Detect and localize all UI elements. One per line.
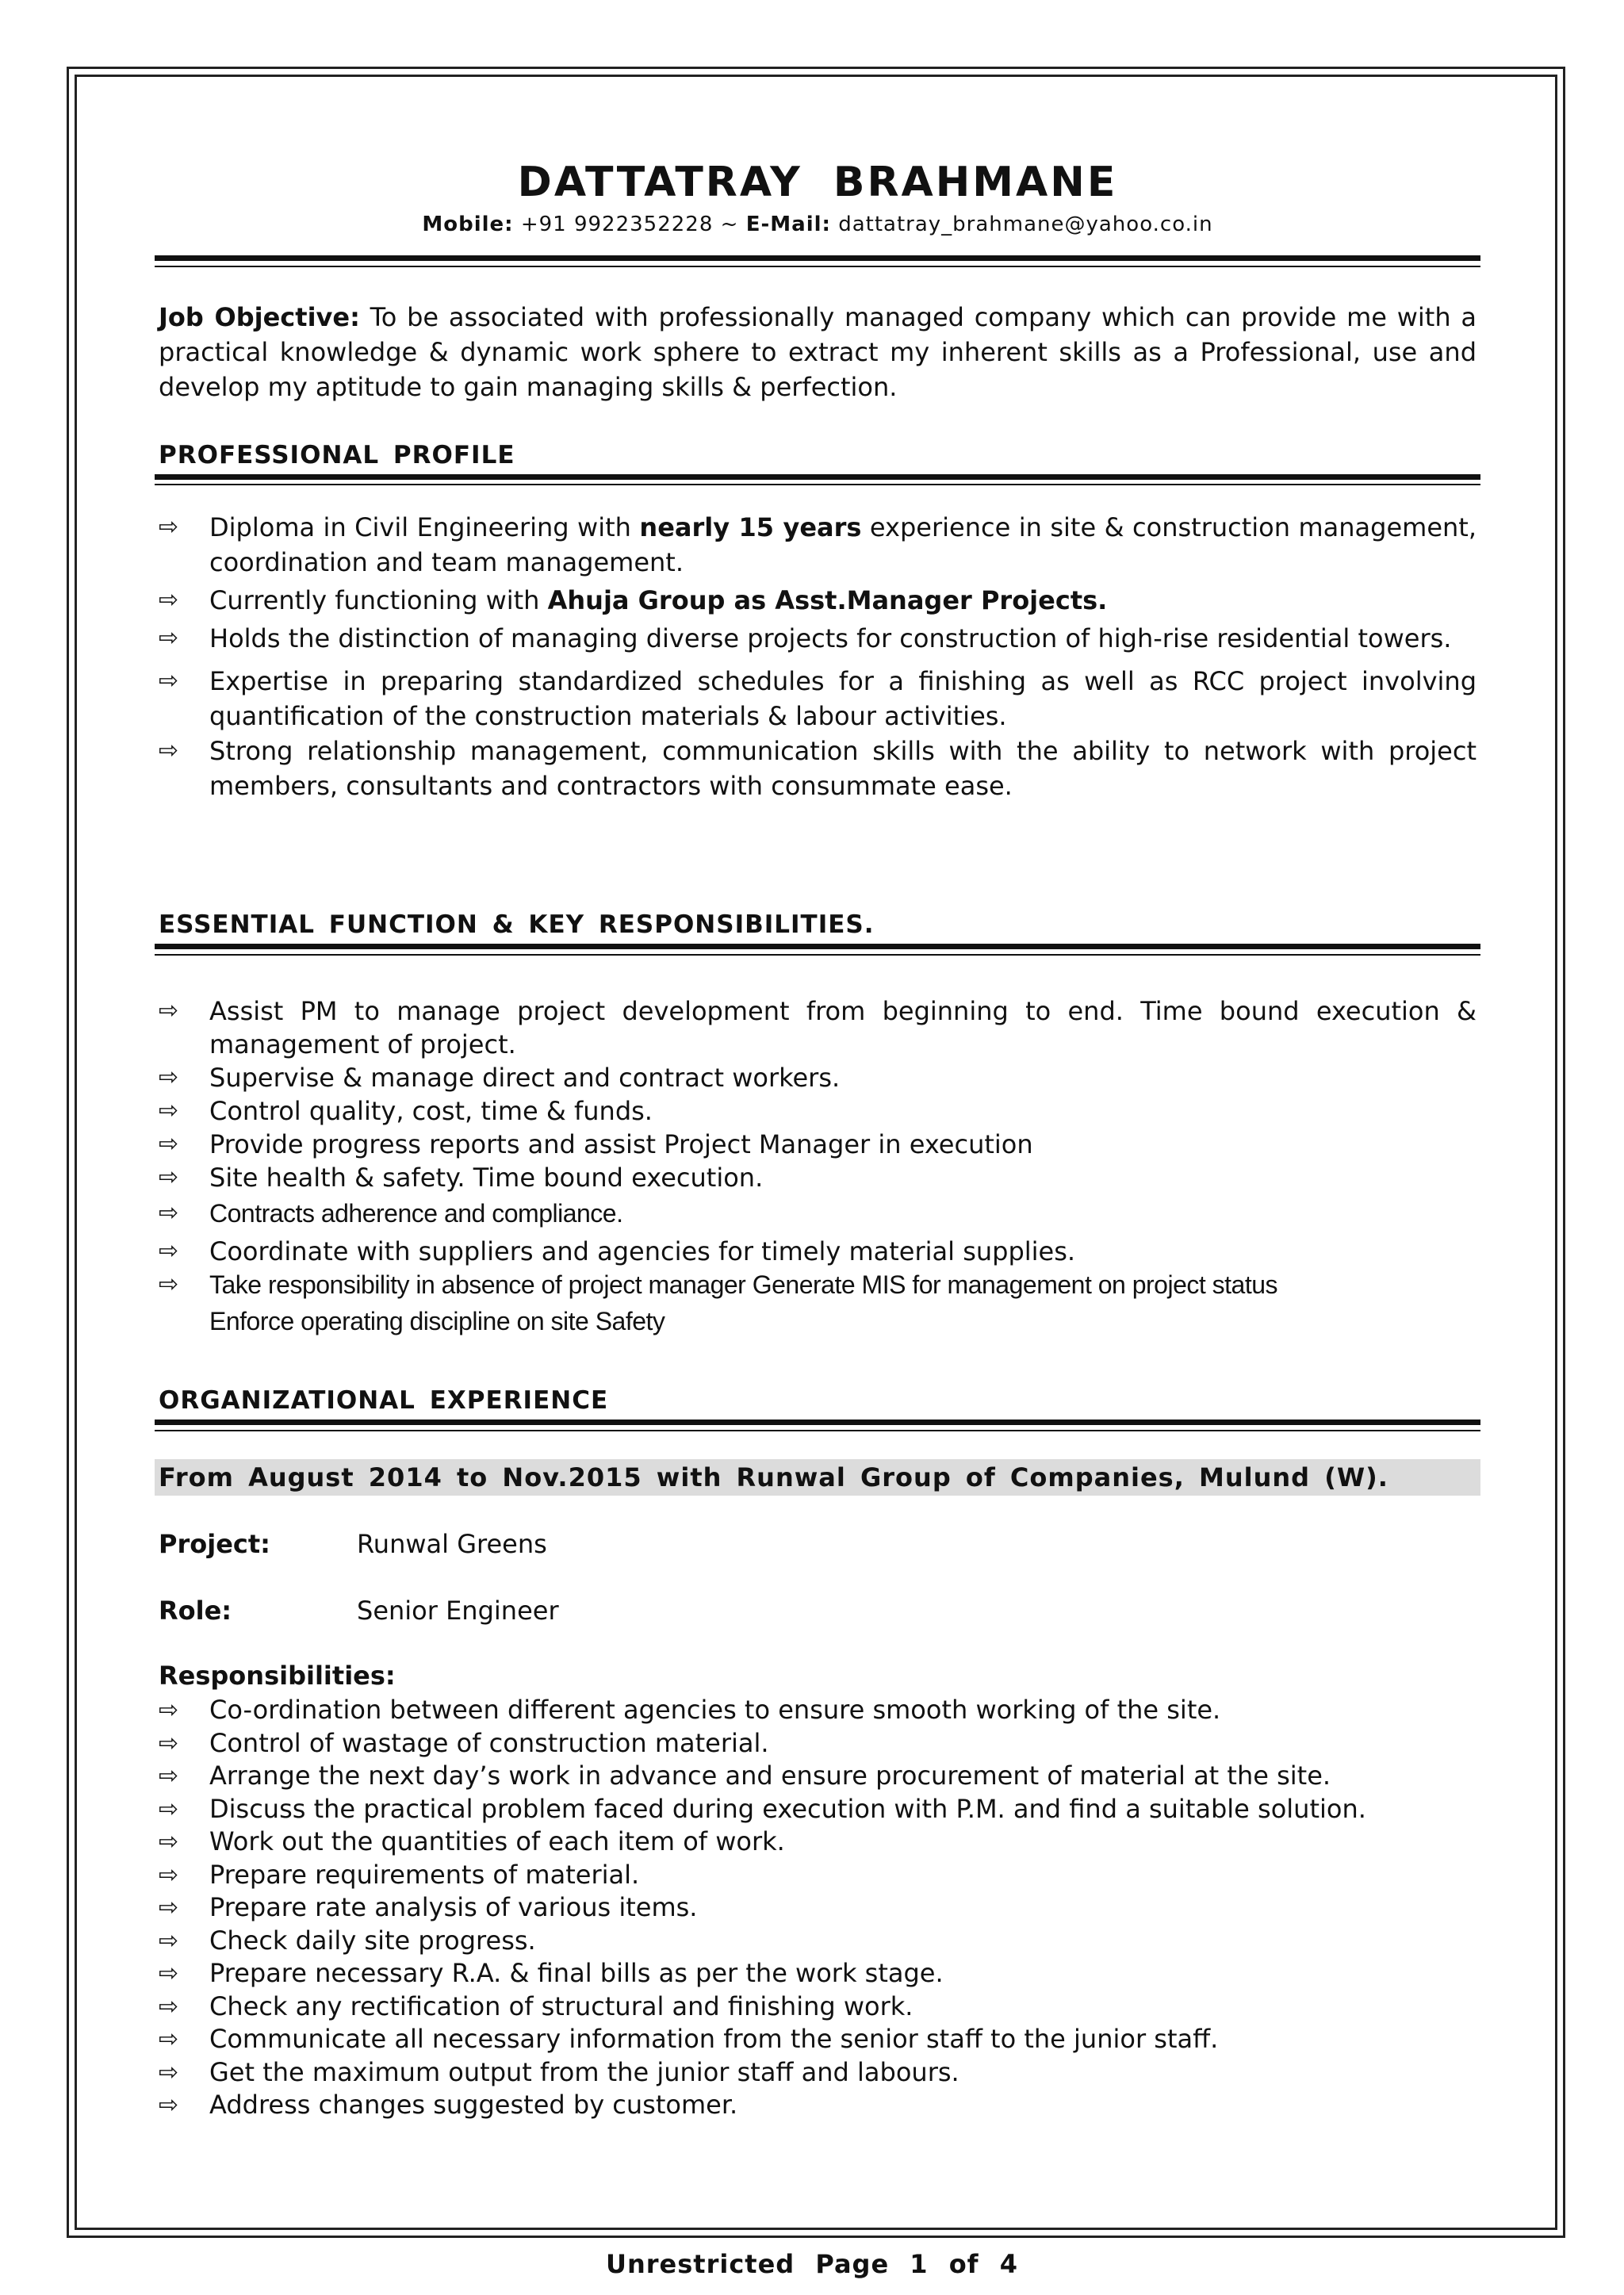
- objective-text: To be associated with professionally managed company which can provide me with a practical knowledge & dynamic work sphere to extract my inherent skills as a Professional, use and develop my aptitude to gain managing skills & perfection.: [159, 302, 1477, 402]
- responsibilities-list-cont2: [159, 1234, 1477, 1269]
- header-rule-thick: [155, 255, 1480, 261]
- arrow-bullet-icon: ⇨: [159, 1729, 179, 1757]
- list-item: ⇨ Prepare requirements of material.: [159, 1859, 1477, 1892]
- arrow-bullet-icon: ⇨: [159, 1860, 179, 1889]
- list-item: ⇨ Holds the distinction of managing diverse projects for construction of high-rise residential towers.: [159, 621, 1477, 656]
- list-item: ⇨ Prepare necessary R.A. & final bills as per the work stage.: [159, 1957, 1477, 1990]
- arrow-bullet-icon: ⇨: [159, 624, 179, 652]
- arrow-bullet-icon: ⇨: [159, 667, 179, 695]
- arrow-bullet-icon: ⇨: [159, 1992, 179, 2021]
- arrow-bullet-icon: ⇨: [159, 1926, 179, 1955]
- list-item: ⇨ Take responsibility in absence of project manager Generate MIS for management on project status Enforce operating discipline on site Safety: [159, 1266, 1477, 1339]
- role-label: Role:: [159, 1596, 232, 1626]
- list-item: ⇨ Diploma in Civil Engineering with nearly 15 years experience in site & construction management, coordination and team management.: [159, 510, 1477, 580]
- page-footer: Unrestricted Page 1 of 4: [605, 2249, 1018, 2279]
- arrow-bullet-icon: ⇨: [159, 513, 179, 541]
- list-item: ⇨ Supervise & manage direct and contract workers.: [159, 1063, 841, 1093]
- project-value: Runwal Greens: [357, 1529, 547, 1559]
- profile-list: [159, 510, 1477, 803]
- section-rule-thick: [155, 944, 1480, 949]
- list-item: ⇨ Address changes suggested by customer.: [159, 2089, 1477, 2122]
- section-rule-thin: [155, 954, 1480, 956]
- arrow-bullet-icon: ⇨: [159, 1130, 179, 1158]
- list-item: ⇨ Arrange the next day’s work in advance and ensure procurement of material at the site.: [159, 1760, 1477, 1793]
- list-item: ⇨ Check any rectification of structural and finishing work.: [159, 1990, 1477, 2024]
- section-heading-responsibilities: ESSENTIAL FUNCTION & KEY RESPONSIBILITIES.: [159, 910, 875, 939]
- list-item: ⇨ Check daily site progress.: [159, 1925, 1477, 1958]
- list-item: ⇨ Expertise in preparing standardized schedules for a finishing as well as RCC project involving quantification of the construction materials & labour activities.: [159, 664, 1477, 734]
- responsibilities-list-cont3: [159, 1266, 1477, 1339]
- list-item: ⇨ Work out the quantities of each item of work.: [159, 1826, 1477, 1859]
- section-rule-thick: [155, 474, 1480, 480]
- email-label: E-Mail:: [745, 213, 831, 236]
- mobile-value: +91 9922352228: [520, 213, 714, 236]
- arrow-bullet-icon: ⇨: [159, 1828, 179, 1856]
- contact-separator: ~: [720, 213, 739, 236]
- list-item: ⇨ Communicate all necessary information from the senior staff to the junior staff.: [159, 2023, 1477, 2056]
- arrow-bullet-icon: ⇨: [159, 1762, 179, 1790]
- arrow-bullet-icon: ⇨: [159, 737, 179, 764]
- mobile-label: Mobile:: [422, 213, 514, 236]
- responsibilities-list: [159, 994, 1477, 1194]
- arrow-bullet-icon: ⇨: [159, 1696, 179, 1724]
- arrow-bullet-icon: ⇨: [159, 2025, 179, 2053]
- responsibilities-list-cont: [159, 1196, 1477, 1231]
- arrow-bullet-icon: ⇨: [159, 2091, 179, 2119]
- arrow-bullet-icon: ⇨: [159, 1271, 178, 1297]
- list-item: ⇨ Prepare rate analysis of various items.: [159, 1891, 1477, 1925]
- arrow-bullet-icon: ⇨: [159, 2058, 179, 2086]
- section-rule-thick: [155, 1420, 1480, 1425]
- arrow-bullet-icon: ⇨: [159, 1200, 178, 1226]
- objective-label: Job Objective:: [159, 302, 360, 332]
- responsibilities-label: Responsibilities:: [159, 1661, 396, 1691]
- arrow-bullet-icon: ⇨: [159, 1960, 179, 1987]
- section-heading-profile: PROFESSIONAL PROFILE: [159, 441, 515, 469]
- section-rule-thin: [155, 1430, 1480, 1431]
- list-item: ⇨ Assist PM to manage project development from beginning to end. Time bound execution & management of project.: [159, 996, 1477, 1059]
- list-item: ⇨ Control of wastage of construction material.: [159, 1727, 1477, 1761]
- section-heading-experience: ORGANIZATIONAL EXPERIENCE: [159, 1386, 609, 1415]
- arrow-bullet-icon: ⇨: [159, 586, 179, 614]
- list-item: ⇨ Site health & safety. Time bound execution.: [159, 1163, 764, 1193]
- arrow-bullet-icon: ⇨: [159, 1795, 179, 1823]
- list-item: ⇨ Get the maximum output from the junior staff and labours.: [159, 2056, 1477, 2090]
- arrow-bullet-icon: ⇨: [159, 1063, 179, 1091]
- list-item: ⇨ Strong relationship management, communication skills with the ability to network with project members, consultants and contractors with consummate ease.: [159, 734, 1477, 803]
- list-item: ⇨ Coordinate with suppliers and agencies for timely material supplies.: [159, 1234, 1477, 1269]
- arrow-bullet-icon: ⇨: [159, 1097, 179, 1125]
- arrow-bullet-icon: ⇨: [159, 1237, 179, 1265]
- employment-period-bar: From August 2014 to Nov.2015 with Runwal Group of Companies, Mulund (W).: [155, 1459, 1480, 1496]
- project-label: Project:: [159, 1529, 270, 1559]
- list-item: ⇨ Provide progress reports and assist Project Manager in execution: [159, 1129, 1033, 1159]
- role-value: Senior Engineer: [357, 1596, 559, 1626]
- list-item: ⇨ Currently functioning with Ahuja Group as Asst.Manager Projects.: [159, 583, 1477, 618]
- arrow-bullet-icon: ⇨: [159, 997, 179, 1025]
- arrow-bullet-icon: ⇨: [159, 1163, 179, 1191]
- list-item: ⇨ Co-ordination between different agencies to ensure smooth working of the site.: [159, 1694, 1477, 1727]
- job-objective: [159, 300, 1477, 404]
- list-item: ⇨ Discuss the practical problem faced during execution with P.M. and find a suitable solution.: [159, 1793, 1477, 1826]
- experience-responsibilities-list: [159, 1694, 1477, 2122]
- header-rule-thin: [155, 266, 1480, 267]
- candidate-name: DATTATRAY BRAHMANE: [517, 159, 1118, 206]
- contact-line: [159, 213, 1477, 236]
- list-item: ⇨ Contracts adherence and compliance.: [159, 1196, 1477, 1231]
- arrow-bullet-icon: ⇨: [159, 1894, 179, 1921]
- section-rule-thin: [155, 484, 1480, 485]
- email-value[interactable]: dattatray_brahmane@yahoo.co.in: [838, 213, 1213, 236]
- list-item: ⇨ Control quality, cost, time & funds.: [159, 1096, 653, 1126]
